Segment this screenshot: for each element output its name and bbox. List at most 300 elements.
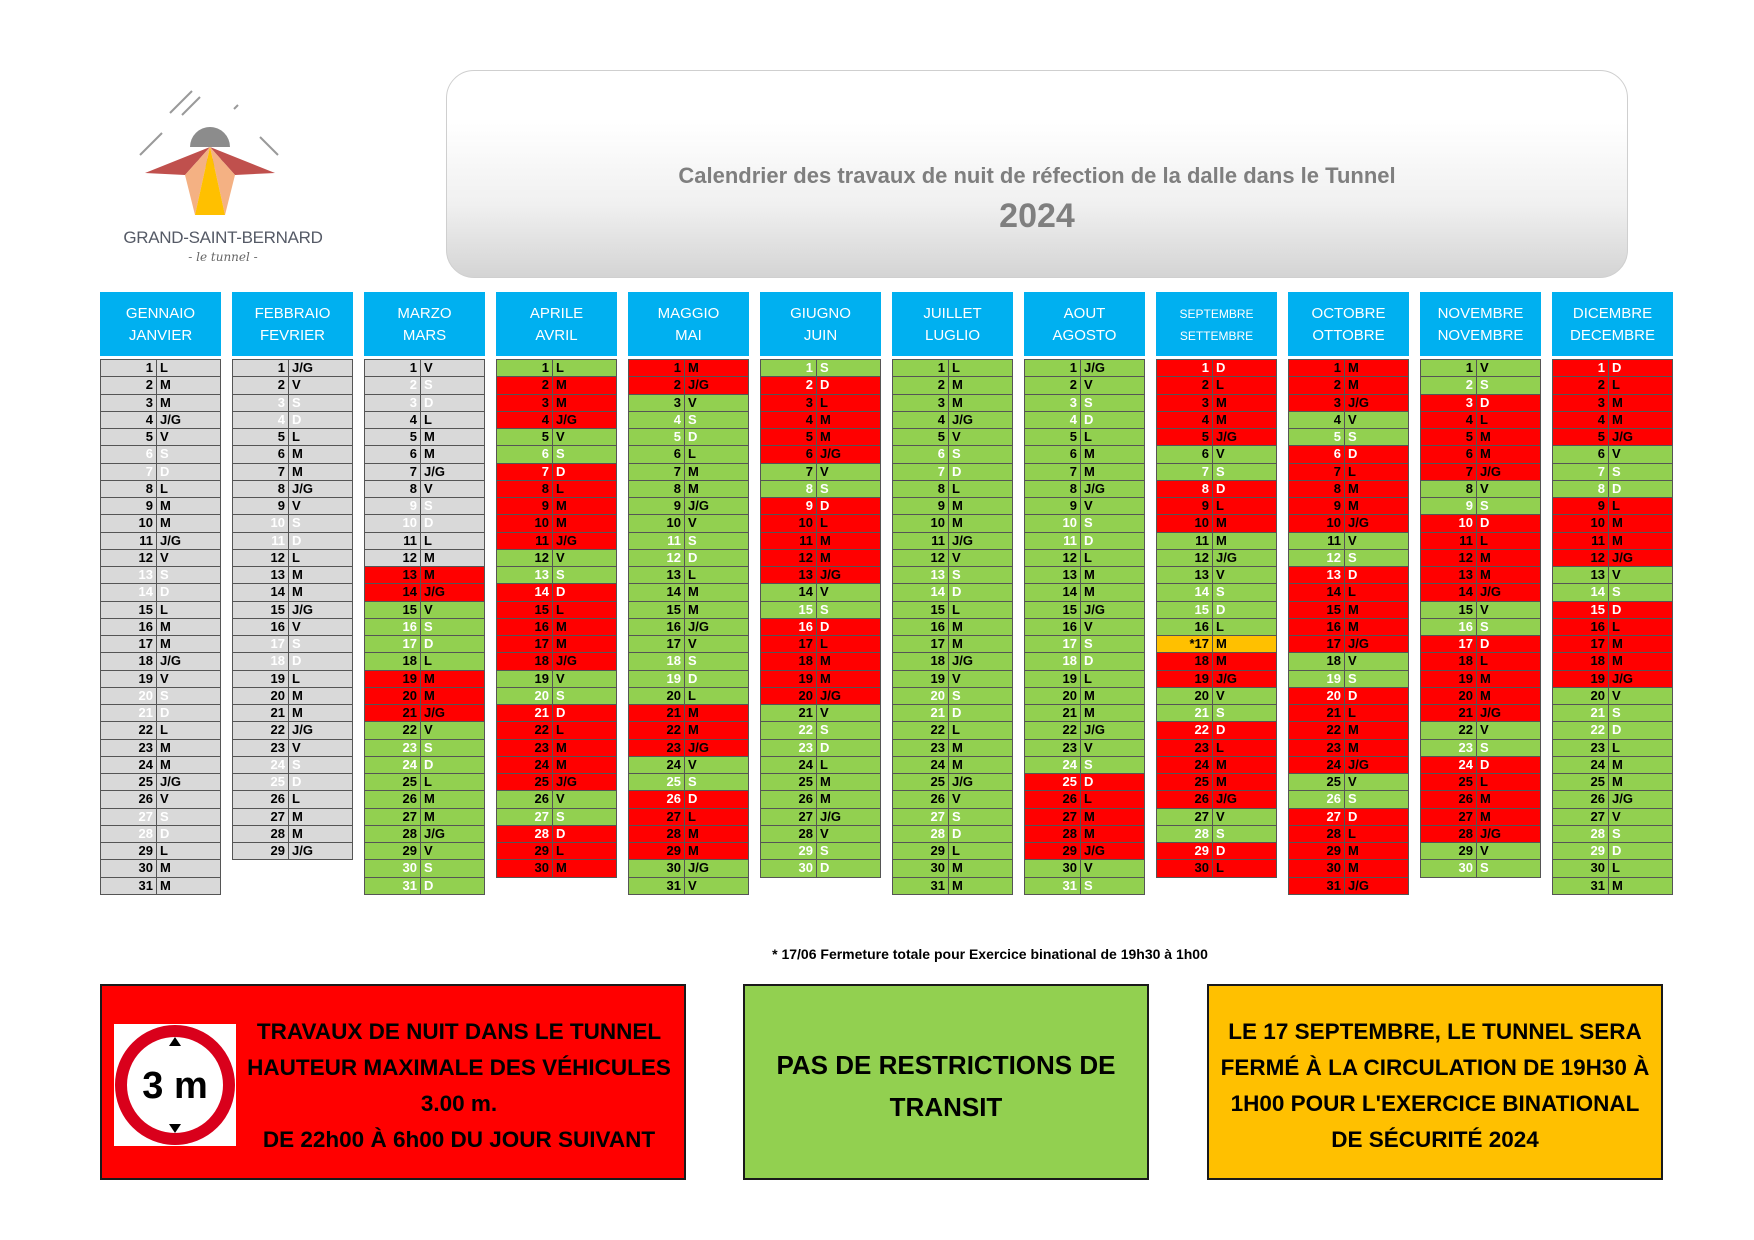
day-number: 26 bbox=[365, 791, 421, 807]
month-header bbox=[232, 292, 353, 356]
day-number: 13 bbox=[1421, 567, 1477, 583]
day-number: 29 bbox=[1553, 843, 1609, 859]
day-letter: L bbox=[424, 532, 432, 548]
month-name-secondary: MARS bbox=[402, 327, 447, 344]
day-letter: M bbox=[556, 636, 567, 651]
day-letter: V bbox=[1348, 411, 1357, 427]
day-letter: M bbox=[424, 446, 435, 462]
day-number: 6 bbox=[233, 446, 289, 462]
day-number: 27 bbox=[1025, 809, 1081, 825]
day-letter: M bbox=[1480, 687, 1491, 703]
day-letter: J/G bbox=[1084, 480, 1105, 496]
day-letter: M bbox=[424, 687, 435, 703]
day-row bbox=[496, 515, 617, 532]
day-letter: M bbox=[1612, 411, 1623, 427]
day-letter: D bbox=[1348, 446, 1358, 462]
day-number: 19 bbox=[1289, 671, 1345, 687]
day-number: 12 bbox=[1025, 550, 1081, 566]
day-row bbox=[1420, 464, 1541, 481]
day-row bbox=[1024, 774, 1145, 791]
day-letter: M bbox=[952, 515, 963, 531]
day-letter: D bbox=[556, 825, 566, 841]
day-letter: S bbox=[292, 756, 301, 772]
day-number: 20 bbox=[893, 688, 949, 704]
day-number: 2 bbox=[1157, 377, 1213, 393]
day-letter: V bbox=[1084, 377, 1093, 393]
day-row bbox=[1552, 757, 1673, 774]
day-row bbox=[496, 429, 617, 446]
day-letter: M bbox=[1216, 636, 1227, 651]
day-letter: L bbox=[424, 411, 432, 427]
day-row bbox=[760, 809, 881, 826]
day-letter: M bbox=[556, 377, 567, 393]
day-number: 16 bbox=[761, 619, 817, 635]
day-letter: L bbox=[952, 480, 960, 496]
day-number: 15 bbox=[1421, 602, 1477, 618]
day-letter: L bbox=[160, 843, 168, 858]
day-row bbox=[1024, 567, 1145, 584]
day-number: 31 bbox=[629, 878, 685, 894]
day-letter: J/G bbox=[688, 498, 709, 513]
day-row bbox=[496, 619, 617, 636]
day-letter: D bbox=[688, 549, 698, 565]
day-number: 29 bbox=[1289, 843, 1345, 859]
day-row bbox=[496, 653, 617, 670]
day-row bbox=[1156, 809, 1277, 826]
day-letter: V bbox=[1480, 360, 1489, 375]
day-number: 18 bbox=[1421, 653, 1477, 669]
day-row bbox=[496, 533, 617, 550]
day-letter: J/G bbox=[820, 808, 841, 824]
day-letter: L bbox=[556, 843, 564, 858]
month-name-secondary: NOVEMBRE bbox=[1437, 327, 1524, 344]
day-row bbox=[892, 533, 1013, 550]
day-row bbox=[1420, 567, 1541, 584]
day-number: 16 bbox=[233, 619, 289, 635]
day-letter: M bbox=[160, 756, 171, 772]
day-row bbox=[628, 429, 749, 446]
day-number: 26 bbox=[1025, 791, 1081, 807]
day-letter: S bbox=[160, 808, 169, 824]
day-letter: S bbox=[160, 687, 169, 703]
day-row bbox=[364, 412, 485, 429]
month-name-primary: MARZO bbox=[397, 305, 452, 322]
day-letter: S bbox=[1480, 860, 1489, 876]
day-number: 14 bbox=[365, 584, 421, 600]
day-row bbox=[1024, 671, 1145, 688]
day-number: 25 bbox=[629, 774, 685, 790]
day-letter: J/G bbox=[556, 774, 577, 789]
day-row bbox=[496, 774, 617, 791]
day-letter: J/G bbox=[424, 825, 445, 841]
day-letter: J/G bbox=[688, 618, 709, 634]
day-row bbox=[1420, 412, 1541, 429]
day-number: 22 bbox=[629, 722, 685, 738]
day-number: 30 bbox=[101, 860, 157, 876]
day-row bbox=[364, 446, 485, 463]
day-letter: L bbox=[688, 808, 696, 824]
day-row bbox=[1552, 360, 1673, 377]
day-row bbox=[760, 826, 881, 843]
day-letter: V bbox=[1612, 567, 1621, 582]
day-number: 6 bbox=[893, 446, 949, 462]
day-row bbox=[628, 567, 749, 584]
day-row bbox=[364, 826, 485, 843]
day-row bbox=[100, 429, 221, 446]
day-letter: S bbox=[1216, 825, 1225, 841]
day-row bbox=[1156, 653, 1277, 670]
day-row bbox=[1156, 757, 1277, 774]
day-row bbox=[892, 636, 1013, 653]
day-number: 6 bbox=[1157, 446, 1213, 462]
day-letter: L bbox=[1084, 670, 1092, 686]
legend-orange-line-3: 1H00 POUR L'EXERCICE BINATIONAL bbox=[1230, 1091, 1640, 1116]
day-number: 18 bbox=[1553, 653, 1609, 669]
day-letter: S bbox=[556, 687, 565, 703]
day-number: 4 bbox=[1157, 412, 1213, 428]
day-number: 26 bbox=[1157, 791, 1213, 807]
day-letter: S bbox=[1612, 705, 1621, 720]
day-number: 5 bbox=[101, 429, 157, 445]
day-number: 3 bbox=[233, 395, 289, 411]
day-number: 10 bbox=[629, 515, 685, 531]
day-letter: V bbox=[1084, 739, 1093, 755]
day-number: 10 bbox=[1421, 515, 1477, 531]
day-number: 25 bbox=[761, 774, 817, 790]
day-number: 3 bbox=[1157, 395, 1213, 411]
day-row bbox=[496, 602, 617, 619]
day-number: 13 bbox=[1289, 567, 1345, 583]
day-row bbox=[892, 567, 1013, 584]
day-number: 14 bbox=[1421, 584, 1477, 600]
legend-night-works bbox=[100, 984, 686, 1180]
day-number: 29 bbox=[893, 843, 949, 859]
day-letter: M bbox=[160, 498, 171, 513]
day-row bbox=[892, 774, 1013, 791]
day-row bbox=[628, 705, 749, 722]
height-limit-sign-icon bbox=[114, 1024, 236, 1146]
day-row bbox=[1024, 722, 1145, 739]
day-row bbox=[232, 481, 353, 498]
day-number: 31 bbox=[1025, 878, 1081, 894]
day-number: 21 bbox=[233, 705, 289, 721]
day-number: 10 bbox=[1157, 515, 1213, 531]
day-number: 10 bbox=[101, 515, 157, 531]
day-number: 11 bbox=[1553, 533, 1609, 549]
day-letter: D bbox=[1612, 843, 1622, 858]
day-number: 15 bbox=[761, 602, 817, 618]
day-letter: D bbox=[952, 584, 962, 600]
day-letter: D bbox=[1084, 774, 1094, 789]
day-number: 29 bbox=[233, 843, 289, 859]
day-row bbox=[1024, 843, 1145, 860]
day-row bbox=[1288, 533, 1409, 550]
day-number: 6 bbox=[101, 446, 157, 462]
day-number: 27 bbox=[497, 809, 553, 825]
day-number: 21 bbox=[497, 705, 553, 721]
day-letter: D bbox=[1480, 515, 1490, 531]
day-row bbox=[892, 446, 1013, 463]
sign-text: 3 m bbox=[142, 1065, 208, 1107]
day-row bbox=[1288, 705, 1409, 722]
day-row bbox=[1552, 791, 1673, 808]
day-number: 28 bbox=[101, 826, 157, 842]
day-number: 8 bbox=[101, 481, 157, 497]
day-number: 23 bbox=[233, 740, 289, 756]
day-row bbox=[496, 412, 617, 429]
day-row bbox=[1024, 602, 1145, 619]
day-letter: M bbox=[1480, 670, 1491, 686]
day-letter: L bbox=[1084, 429, 1092, 444]
day-letter: S bbox=[952, 567, 961, 582]
day-number: 4 bbox=[233, 412, 289, 428]
day-row bbox=[892, 740, 1013, 757]
day-row bbox=[892, 395, 1013, 412]
day-letter: S bbox=[1480, 739, 1489, 755]
day-letter: L bbox=[952, 843, 960, 858]
day-row bbox=[100, 860, 221, 877]
day-number: 10 bbox=[233, 515, 289, 531]
day-letter: V bbox=[820, 705, 829, 720]
day-row bbox=[1024, 740, 1145, 757]
day-row bbox=[1024, 429, 1145, 446]
month-name-primary: DICEMBRE bbox=[1572, 305, 1653, 322]
day-number: 7 bbox=[365, 464, 421, 480]
day-letter: V bbox=[1084, 498, 1093, 513]
day-letter: D bbox=[1348, 567, 1358, 582]
day-number: 11 bbox=[497, 533, 553, 549]
day-row bbox=[1288, 602, 1409, 619]
day-row bbox=[1552, 809, 1673, 826]
day-row bbox=[364, 498, 485, 515]
day-letter: L bbox=[1216, 618, 1224, 634]
day-number: 25 bbox=[893, 774, 949, 790]
day-letter: J/G bbox=[1084, 360, 1105, 375]
day-number: 27 bbox=[101, 809, 157, 825]
day-number: 25 bbox=[365, 774, 421, 790]
day-row bbox=[232, 464, 353, 481]
day-number: 7 bbox=[1157, 464, 1213, 480]
day-row bbox=[1156, 636, 1277, 653]
day-letter: M bbox=[160, 618, 171, 634]
day-number: 23 bbox=[101, 740, 157, 756]
day-letter: D bbox=[424, 394, 434, 410]
day-letter: M bbox=[820, 791, 831, 807]
day-letter: S bbox=[820, 480, 829, 496]
day-row bbox=[232, 809, 353, 826]
day-letter: M bbox=[688, 480, 699, 496]
day-letter: D bbox=[1612, 722, 1622, 738]
day-number: 29 bbox=[1025, 843, 1081, 859]
day-letter: S bbox=[292, 515, 301, 531]
day-letter: S bbox=[1612, 584, 1621, 600]
day-number: 18 bbox=[1289, 653, 1345, 669]
day-letter: V bbox=[1480, 601, 1489, 617]
day-letter: D bbox=[1612, 601, 1622, 617]
day-row bbox=[100, 843, 221, 860]
legend-night-line-3: 3.00 m. bbox=[420, 1091, 498, 1116]
day-number: 14 bbox=[629, 584, 685, 600]
month-header bbox=[628, 292, 749, 356]
day-letter: M bbox=[688, 601, 699, 617]
day-row bbox=[628, 843, 749, 860]
day-row bbox=[232, 395, 353, 412]
day-letter: M bbox=[556, 394, 567, 410]
day-number: 22 bbox=[1157, 722, 1213, 738]
day-letter: V bbox=[688, 515, 697, 531]
day-letter: M bbox=[820, 532, 831, 548]
day-letter: M bbox=[1348, 860, 1359, 876]
day-row bbox=[364, 636, 485, 653]
day-list bbox=[1420, 359, 1541, 878]
day-number: 3 bbox=[761, 395, 817, 411]
day-letter: M bbox=[820, 429, 831, 444]
day-number: 8 bbox=[893, 481, 949, 497]
day-letter: V bbox=[688, 394, 697, 410]
day-row bbox=[496, 826, 617, 843]
day-number: 11 bbox=[1421, 533, 1477, 549]
day-row bbox=[1420, 843, 1541, 860]
month-name-primary: JUILLET bbox=[923, 305, 982, 322]
day-row bbox=[892, 550, 1013, 567]
month-name-secondary: OTTOBRE bbox=[1312, 327, 1385, 344]
day-number: 28 bbox=[365, 826, 421, 842]
day-row bbox=[1288, 360, 1409, 377]
day-number: *17 bbox=[1157, 636, 1213, 652]
day-letter: M bbox=[1480, 567, 1491, 582]
day-row bbox=[364, 688, 485, 705]
day-number: 9 bbox=[365, 498, 421, 514]
day-row bbox=[496, 498, 617, 515]
day-letter: J/G bbox=[424, 705, 445, 720]
day-number: 2 bbox=[1553, 377, 1609, 393]
day-number: 8 bbox=[365, 481, 421, 497]
day-number: 29 bbox=[101, 843, 157, 859]
day-row bbox=[364, 722, 485, 739]
day-row bbox=[496, 791, 617, 808]
day-number: 13 bbox=[893, 567, 949, 583]
day-row bbox=[760, 584, 881, 601]
day-row bbox=[1024, 360, 1145, 377]
day-number: 14 bbox=[761, 584, 817, 600]
day-row bbox=[892, 377, 1013, 394]
day-row bbox=[1156, 360, 1277, 377]
day-list bbox=[760, 359, 881, 878]
day-letter: S bbox=[1216, 705, 1225, 720]
day-number: 2 bbox=[629, 377, 685, 393]
day-letter: S bbox=[1348, 791, 1357, 807]
day-row bbox=[1288, 688, 1409, 705]
day-number: 25 bbox=[1421, 774, 1477, 790]
day-row bbox=[100, 757, 221, 774]
day-row bbox=[364, 653, 485, 670]
day-letter: D bbox=[160, 463, 170, 479]
day-number: 13 bbox=[1025, 567, 1081, 583]
day-row bbox=[232, 636, 353, 653]
day-list bbox=[364, 359, 485, 895]
day-letter: L bbox=[160, 360, 168, 375]
day-row bbox=[1156, 498, 1277, 515]
day-number: 23 bbox=[893, 740, 949, 756]
day-letter: M bbox=[160, 877, 171, 893]
day-letter: S bbox=[424, 377, 433, 393]
day-number: 7 bbox=[101, 464, 157, 480]
day-letter: J/G bbox=[952, 774, 973, 789]
day-number: 7 bbox=[1025, 464, 1081, 480]
day-number: 25 bbox=[497, 774, 553, 790]
day-row bbox=[628, 377, 749, 394]
day-letter: V bbox=[688, 756, 697, 772]
day-letter: J/G bbox=[688, 739, 709, 755]
day-number: 5 bbox=[1421, 429, 1477, 445]
day-letter: M bbox=[424, 808, 435, 824]
day-letter: M bbox=[952, 739, 963, 755]
day-letter: S bbox=[1348, 429, 1357, 444]
day-number: 9 bbox=[629, 498, 685, 514]
day-row bbox=[364, 584, 485, 601]
legend-green-line-1: PAS DE RESTRICTIONS DE bbox=[776, 1050, 1116, 1080]
day-row bbox=[1420, 550, 1541, 567]
day-list bbox=[1288, 359, 1409, 895]
day-row bbox=[1024, 481, 1145, 498]
day-letter: V bbox=[556, 549, 565, 565]
day-number: 4 bbox=[1289, 412, 1345, 428]
day-number: 19 bbox=[761, 671, 817, 687]
day-number: 30 bbox=[1553, 860, 1609, 876]
day-letter: S bbox=[424, 498, 433, 513]
day-row bbox=[892, 360, 1013, 377]
day-letter: D bbox=[292, 653, 302, 669]
month-name-primary: GIUGNO bbox=[790, 305, 851, 322]
day-row bbox=[232, 791, 353, 808]
day-letter: J/G bbox=[688, 860, 709, 876]
day-row bbox=[1552, 774, 1673, 791]
day-number: 5 bbox=[1553, 429, 1609, 445]
day-number: 29 bbox=[365, 843, 421, 859]
day-number: 28 bbox=[1157, 826, 1213, 842]
day-number: 26 bbox=[233, 791, 289, 807]
day-number: 25 bbox=[1553, 774, 1609, 790]
day-number: 6 bbox=[1553, 446, 1609, 462]
day-number: 24 bbox=[497, 757, 553, 773]
day-letter: L bbox=[1084, 549, 1092, 565]
day-letter: D bbox=[1216, 722, 1226, 738]
day-row bbox=[892, 671, 1013, 688]
day-row bbox=[364, 809, 485, 826]
day-row bbox=[1552, 671, 1673, 688]
day-row bbox=[1024, 705, 1145, 722]
day-number: 20 bbox=[1553, 688, 1609, 704]
day-number: 24 bbox=[1025, 757, 1081, 773]
day-number: 16 bbox=[1157, 619, 1213, 635]
day-number: 1 bbox=[1553, 360, 1609, 376]
day-number: 1 bbox=[761, 360, 817, 376]
day-row bbox=[1552, 584, 1673, 601]
day-letter: D bbox=[1084, 532, 1094, 548]
day-number: 28 bbox=[233, 826, 289, 842]
day-number: 25 bbox=[233, 774, 289, 790]
day-number: 22 bbox=[1289, 722, 1345, 738]
day-number: 1 bbox=[365, 360, 421, 376]
day-letter: S bbox=[292, 636, 301, 651]
day-number: 16 bbox=[1421, 619, 1477, 635]
day-letter: J/G bbox=[1348, 394, 1369, 410]
day-row bbox=[1024, 688, 1145, 705]
day-number: 3 bbox=[101, 395, 157, 411]
day-row bbox=[628, 550, 749, 567]
day-row bbox=[1156, 429, 1277, 446]
day-row bbox=[892, 878, 1013, 895]
